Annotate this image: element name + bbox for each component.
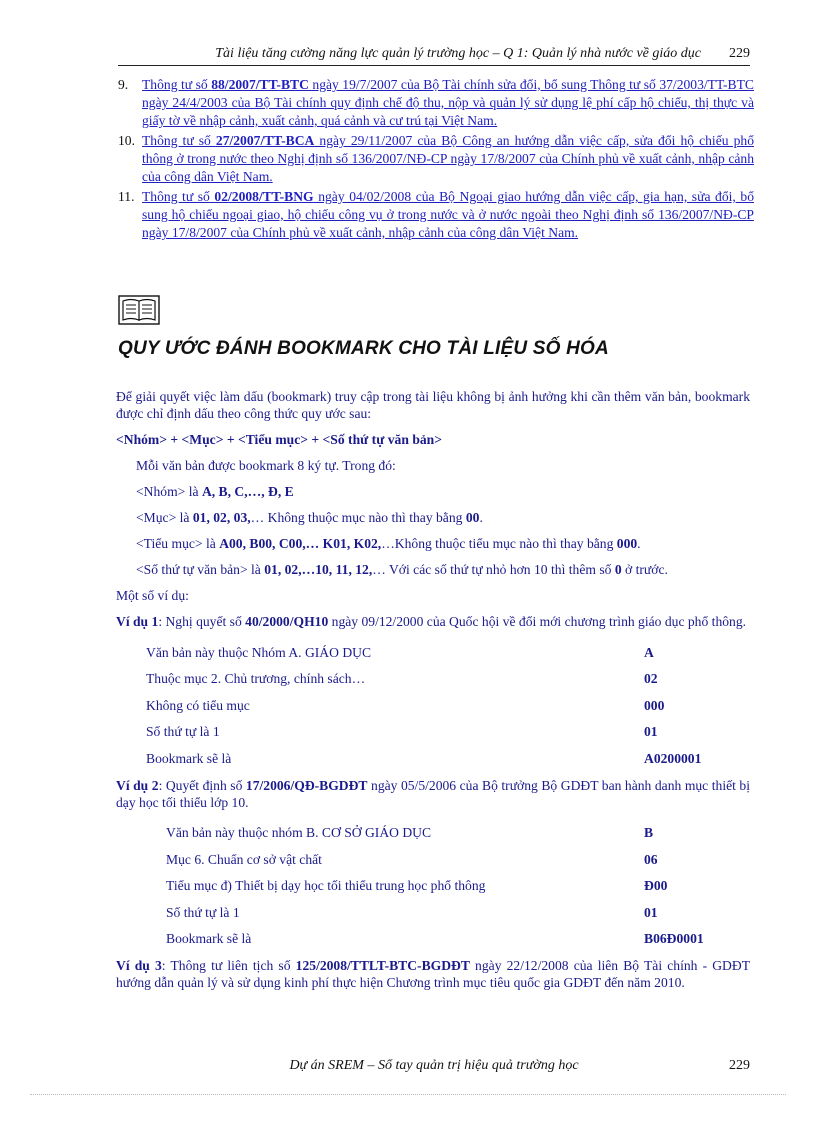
reference-item [118, 76, 754, 130]
example-label: Ví dụ 3 [116, 958, 162, 973]
table-row [116, 846, 704, 873]
page-bottom-divider [30, 1094, 786, 1095]
example-label: Ví dụ 2 [116, 777, 159, 793]
footer-page-number: 229 [729, 1058, 750, 1073]
intro-paragraph: Để giải quyết việc làm dấu (bookmark) truy cập trong tài liệu không bị ảnh hưởng khi cần thêm văn bản, bookmark được chỉ định dấu theo công thức quy ước sau: [116, 389, 750, 421]
rule-values: 01, 02,…10, 11, 12, [264, 562, 373, 577]
reference-number: 02/2008/TT-BNG [214, 189, 314, 204]
rule-default: 000 [616, 536, 638, 551]
section-title: QUY ƯỚC ĐÁNH BOOKMARK CHO TÀI LIỆU SỐ HÓA [118, 338, 609, 359]
rule-nhom [116, 483, 750, 500]
row-value: 02 [644, 671, 658, 687]
table-row [116, 692, 701, 719]
rule-text: . [479, 510, 483, 525]
table-row [116, 745, 701, 772]
example-document-number: 40/2000/QH10 [245, 614, 329, 629]
reference-text: ngày 19/7/2007 của Bộ Tài chính sửa đổi, bổ sung Thông tư số 37/2003/TT-BTC ngày 24/4/2003 của Bộ Tài chính quy định chế độ thu, nộp và quản lý sử dụng lệ phí cấp hộ chiếu, thị thực và giấy tờ về nhập cảnh, xuất cảnh, quá cảnh và cư trú tại Việt Nam. [142, 77, 754, 128]
reference-text: Thông tư số [142, 133, 216, 148]
example-label: Ví dụ 1 [116, 614, 159, 629]
row-value: 01 [644, 724, 658, 740]
reference-number: 27/2007/TT-BCA [215, 133, 315, 148]
row-key: Số thứ tự là 1 [146, 724, 220, 740]
reference-item [118, 188, 754, 242]
example-document-number: 125/2008/TTLT-BTC-BGDĐT [295, 958, 470, 973]
row-value: A [644, 644, 654, 660]
rule-tieu-muc [116, 535, 750, 552]
row-key: Văn bản này thuộc Nhóm A. GIÁO DỤC [146, 644, 372, 660]
row-key: Thuộc mục 2. Chủ trương, chính sách… [146, 671, 366, 687]
rule-text: … Không thuộc mục nào thì thay bằng [250, 510, 466, 525]
examples-intro: Một số ví dụ: [116, 588, 189, 603]
open-book-icon [118, 295, 160, 325]
example-1-description [116, 613, 750, 630]
reference-index: 10. [118, 133, 135, 148]
row-value: 000 [644, 697, 665, 713]
reference-text: ngày 04/02/2008 của Bộ Ngoại giao hướng dẫn việc cấp, gia hạn, sửa đổi, bổ sung hộ chiếu ngoại giao, hộ chiếu công vụ ở trong nước và ở nước ngoài theo Nghị định số 136/2007/NĐ-CP ngày 17/8/2007 của Chính phủ về xuất cảnh, nhập cảnh của công dân Việt Nam. [142, 189, 754, 240]
example-1-table [116, 639, 701, 772]
reference-link[interactable] [142, 76, 754, 130]
row-key: Tiểu mục đ) Thiết bị dạy học tối thiểu trung học phổ thông [166, 878, 486, 894]
rule-text: <Mục> là [136, 510, 193, 525]
table-row [116, 639, 701, 666]
reference-number: 88/2007/TT-BTC [211, 77, 309, 92]
page-header [118, 46, 750, 66]
table-row [116, 820, 704, 847]
row-key: Bookmark sẽ là [166, 931, 252, 947]
row-key: Văn bản này thuộc nhóm B. CƠ SỞ GIÁO DỤC [166, 825, 432, 841]
rule-text: <Nhóm> là [136, 484, 202, 499]
rule-default: 00 [465, 510, 480, 525]
section-body [116, 388, 750, 1000]
example-text: ngày 05/5/2006 của Bộ trưởng Bộ GDĐT ban hành danh mục thiết bị dạy học tối thiểu lớp 10. [116, 777, 750, 810]
rule-text: . [637, 536, 641, 551]
reference-index: 9. [118, 77, 129, 92]
header-page-number: 229 [729, 46, 750, 61]
row-value: A0200001 [644, 750, 702, 766]
rule-so-thu-tu [116, 561, 750, 578]
row-key: Không có tiểu mục [146, 697, 250, 713]
reference-index: 11. [118, 189, 135, 204]
row-value: B [644, 825, 654, 841]
example-text: : Nghị quyết số [158, 614, 246, 629]
row-key: Bookmark sẽ là [146, 750, 232, 766]
rule-values: 01, 02, 03, [192, 510, 251, 525]
table-row [116, 899, 704, 926]
reference-link[interactable] [142, 132, 754, 186]
example-text: : Quyết định số [158, 777, 246, 793]
example-2-table [116, 820, 704, 953]
table-row [116, 666, 701, 693]
page-footer [118, 1058, 750, 1074]
rule-text: … Với các số thứ tự nhỏ hơn 10 thì thêm số [372, 562, 615, 577]
rule-default: 0 [614, 562, 622, 577]
row-value: 06 [644, 851, 658, 867]
row-key: Mục 6. Chuẩn cơ sở vật chất [166, 851, 322, 867]
reference-text: Thông tư số [142, 77, 212, 92]
reference-list [118, 76, 754, 244]
rule-text: ở trước. [621, 562, 668, 577]
reference-text: ngày 29/11/2007 của Bộ Công an hướng dẫn việc cấp, sửa đổi hộ chiếu phổ thông ở trong nước theo Nghị định số 136/2007/NĐ-CP ngày 17/8/2007 của Chính phủ về xuất cảnh, nhập cảnh của công dân Việt Nam. [142, 133, 754, 184]
rule-text: <Tiểu mục> là [136, 536, 220, 551]
footer-title: Dự án SREM – Sổ tay quản trị hiệu quả trường học [289, 1058, 579, 1073]
table-row [116, 719, 701, 746]
row-key: Số thứ tự là 1 [166, 904, 240, 920]
example-2-description [116, 777, 750, 811]
example-text: ngày 09/12/2000 của Quốc hội về đổi mới chương trình giáo dục phổ thông. [328, 614, 747, 629]
rule-values: A00, B00, C00,… K01, K02, [219, 536, 382, 551]
rule-intro: Mỗi văn bản được bookmark 8 ký tự. Trong đó: [136, 458, 396, 473]
rule-muc [116, 509, 750, 526]
reference-item [118, 132, 754, 186]
reference-link[interactable] [142, 188, 754, 242]
bookmark-formula: <Nhóm> + <Mục> + <Tiểu mục> + <Số thứ tự văn bản> [116, 432, 442, 447]
rule-text: …Không thuộc tiểu mục nào thì thay bằng [381, 536, 617, 551]
example-3-description [116, 957, 750, 991]
example-text: : Thông tư liên tịch số [161, 958, 296, 973]
reference-text: Thông tư số [142, 189, 215, 204]
example-document-number: 17/2006/QĐ-BGDĐT [245, 777, 368, 793]
row-value: B06Đ0001 [644, 931, 704, 947]
rule-values: A, B, C,…, Đ, E [201, 484, 294, 499]
row-value: Đ00 [644, 878, 668, 894]
header-title: Tài liệu tăng cường năng lực quản lý trường học – Q 1: Quản lý nhà nước về giáo dục [215, 46, 701, 61]
row-value: 01 [644, 904, 658, 920]
table-row [116, 873, 704, 900]
rule-text: <Số thứ tự văn bản> là [136, 562, 265, 577]
table-row [116, 926, 704, 953]
example-text: ngày 22/12/2008 của liên Bộ Tài chính - GDĐT hướng dẫn quản lý và sử dụng kinh phí thực hiện Chương trình mục tiêu quốc gia GDĐT đến năm 2010. [116, 958, 750, 990]
